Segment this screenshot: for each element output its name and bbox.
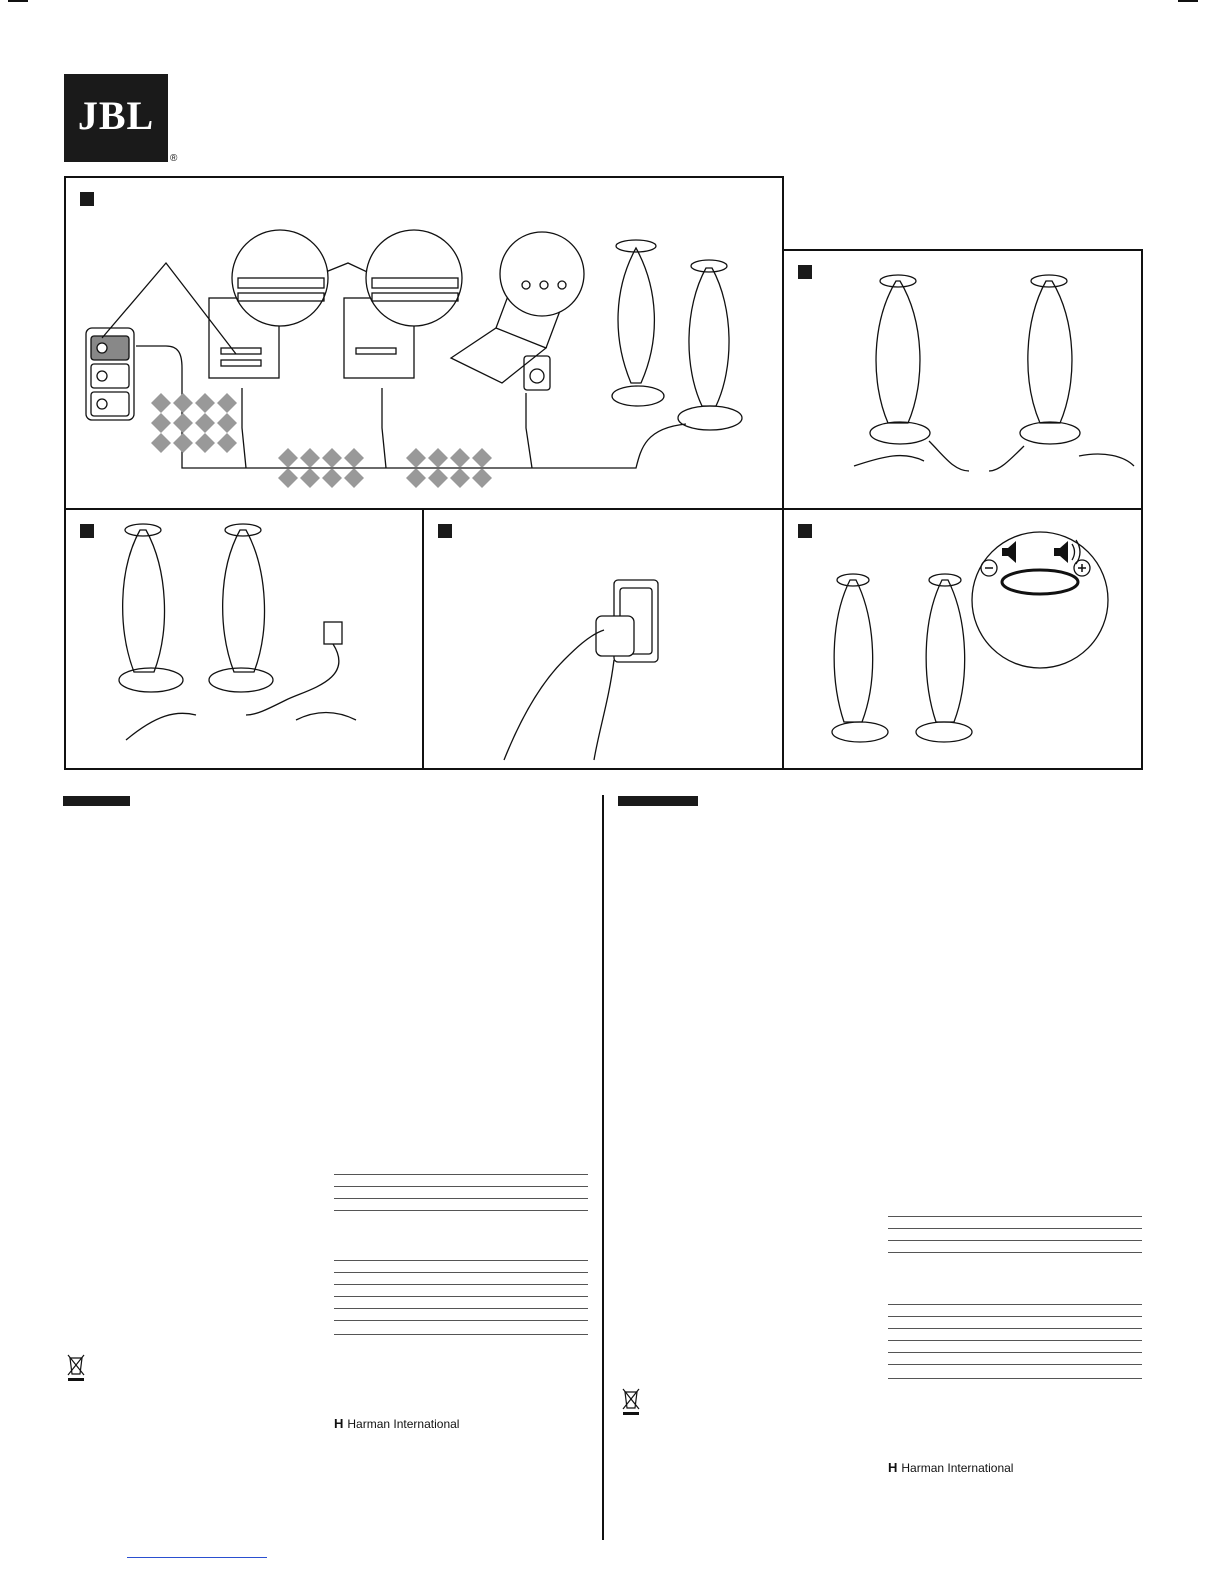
volume-zoom-circle (972, 532, 1108, 668)
spec-rule (334, 1284, 588, 1285)
panel-connect-power (64, 508, 424, 770)
spec-rule (334, 1174, 588, 1175)
spec-rule (334, 1210, 588, 1211)
spec-rule (888, 1340, 1142, 1341)
spec-rule (334, 1320, 588, 1321)
connect-source-illustration (66, 178, 782, 508)
spec-rule (888, 1364, 1142, 1365)
spec-rule (334, 1334, 588, 1335)
spec-rule (888, 1252, 1142, 1253)
speakers-illustration (784, 251, 1141, 508)
spec-rule (888, 1304, 1142, 1305)
harman-text: Harman International (347, 1416, 460, 1431)
section-header-right (618, 796, 698, 806)
panel-volume (782, 508, 1143, 770)
spec-rule (334, 1198, 588, 1199)
spec-rule (888, 1316, 1142, 1317)
volume-illustration (784, 510, 1141, 768)
outlet-illustration (424, 510, 782, 768)
panel-plug-in (422, 508, 784, 770)
link-underline[interactable] (127, 1557, 267, 1558)
spec-rule (888, 1228, 1142, 1229)
crop-mark-right (1178, 0, 1198, 2)
spec-rule (888, 1352, 1142, 1353)
spec-rule (334, 1272, 588, 1273)
spec-rule (888, 1240, 1142, 1241)
panel-connect-source (64, 176, 784, 510)
harman-logo-icon: H (334, 1416, 344, 1431)
power-illustration (66, 510, 422, 768)
spec-rule (334, 1296, 588, 1297)
spec-rule (888, 1378, 1142, 1379)
spec-rule (334, 1260, 588, 1261)
panel-connect-speakers (782, 249, 1143, 510)
harman-footer-right (888, 1460, 1013, 1475)
spec-rule (888, 1328, 1142, 1329)
spec-rule (888, 1216, 1142, 1217)
weee-bin-icon (65, 1352, 87, 1382)
harman-text: Harman International (901, 1460, 1014, 1475)
harman-logo-icon: H (888, 1460, 898, 1475)
spec-rule (334, 1308, 588, 1309)
column-divider (602, 795, 604, 1540)
section-header-left (63, 796, 130, 806)
weee-bin-icon (620, 1386, 642, 1416)
spec-rule (334, 1186, 588, 1187)
zoom-circle-3 (500, 232, 584, 316)
logo-text: JBL (77, 93, 155, 138)
harman-footer-left (334, 1416, 459, 1431)
diamond-pattern (151, 393, 492, 488)
jbl-logo (64, 74, 168, 162)
registered-mark: ® (170, 153, 178, 164)
crop-mark-left (8, 0, 28, 2)
